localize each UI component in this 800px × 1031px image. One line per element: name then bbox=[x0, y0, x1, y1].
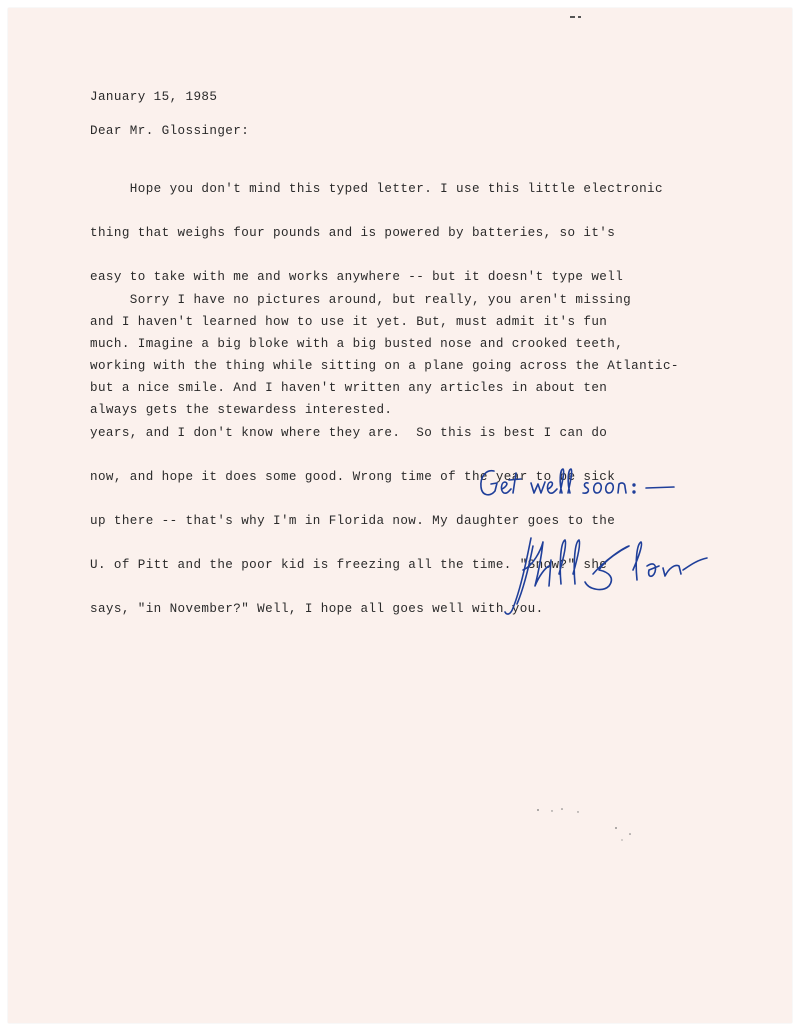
paper-specks bbox=[518, 788, 658, 858]
paragraph-line: says, "in November?" Well, I hope all goes well with you. bbox=[90, 602, 544, 617]
letter-date: January 15, 1985 bbox=[90, 90, 218, 104]
handwritten-signature bbox=[493, 530, 723, 625]
paragraph-line: working with the thing while sitting on a plane going across the Atlantic- bbox=[90, 358, 679, 373]
paragraph-line: always gets the stewardess interested. bbox=[90, 402, 393, 417]
letter-salutation: Dear Mr. Glossinger: bbox=[90, 124, 250, 138]
paragraph-line: up there -- that's why I'm in Florida now. My daughter goes to the bbox=[90, 513, 616, 528]
paragraph-line: Hope you don't mind this typed letter. I use this little electronic bbox=[90, 182, 663, 196]
paragraph-line: now, and hope it does some good. Wrong time of the year to be sick bbox=[90, 469, 616, 484]
paragraph-line: and I haven't learned how to use it yet. But, must admit it's fun bbox=[90, 314, 608, 329]
paragraph-line: thing that weighs four pounds and is powered by batteries, so it's bbox=[90, 226, 616, 241]
corner-marks bbox=[568, 8, 592, 16]
paragraph-line: U. of Pitt and the poor kid is freezing all the time. "Snow?" she bbox=[90, 558, 608, 573]
handwritten-closing bbox=[476, 463, 696, 513]
paragraph-line: but a nice smile. And I haven't written any articles in about ten bbox=[90, 381, 608, 396]
paragraph-line: Sorry I have no pictures around, but really, you aren't missing bbox=[90, 293, 632, 307]
paragraph-line: much. Imagine a big bloke with a big busted nose and crooked teeth, bbox=[90, 337, 624, 352]
paragraph-line: years, and I don't know where they are. So this is best I can do bbox=[90, 425, 608, 440]
letter-sheet bbox=[8, 8, 792, 1023]
paragraph-line: easy to take with me and works anywhere -- but it doesn't type well bbox=[90, 270, 624, 285]
